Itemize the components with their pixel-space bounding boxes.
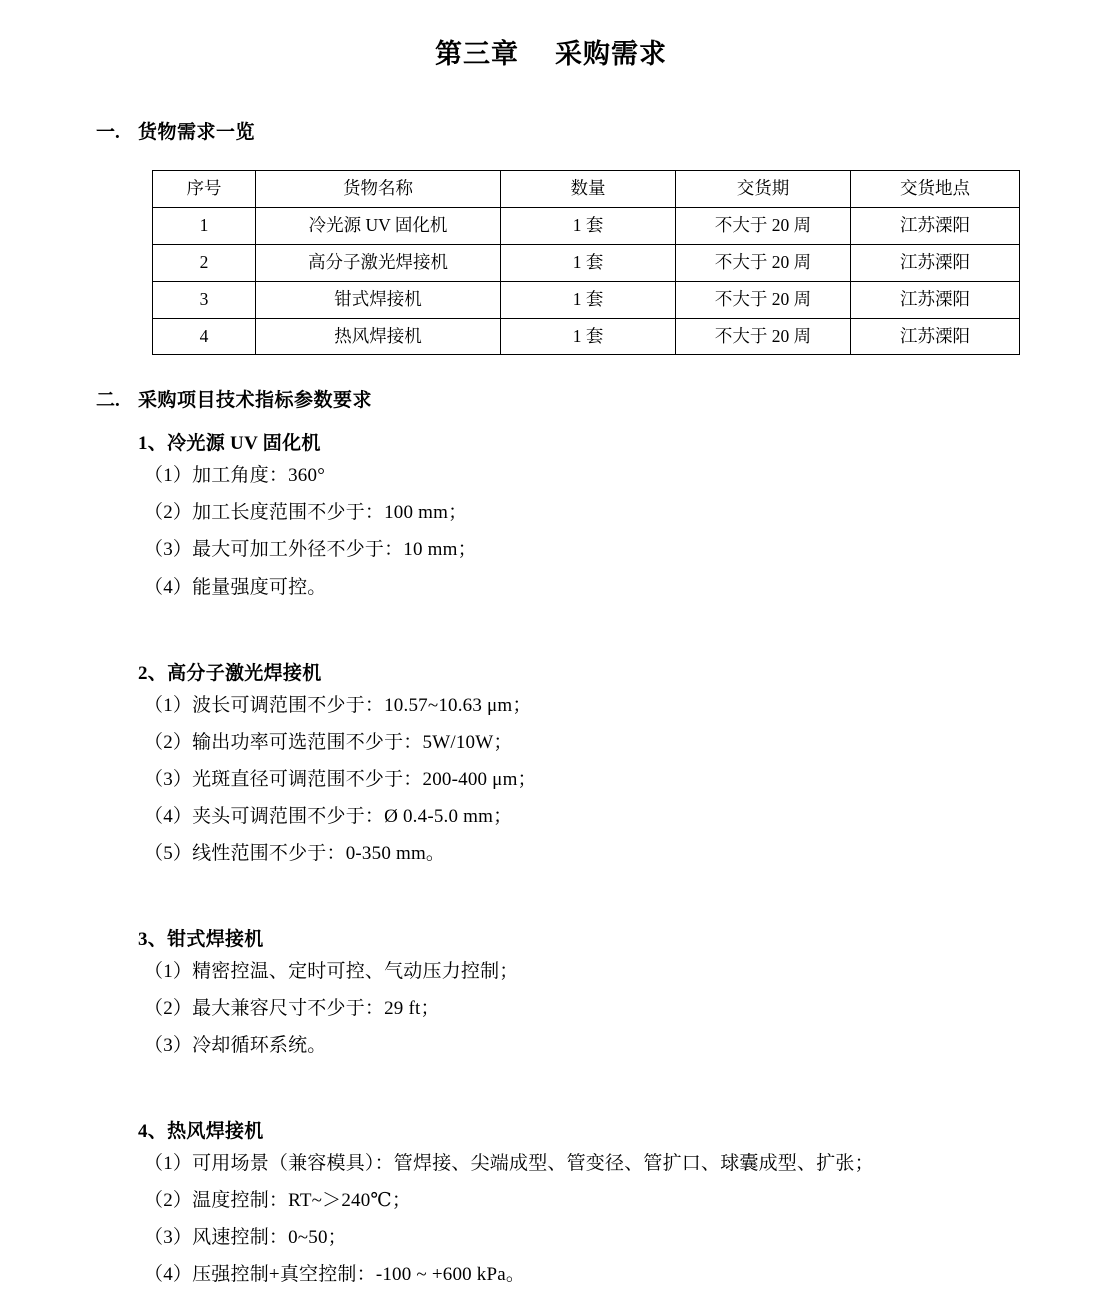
cell-name: 热风焊接机: [256, 318, 501, 355]
spec-item: （4）压强控制+真空控制：-100 ~ +600 kPa。: [144, 1264, 526, 1286]
column-header-delivery-place: 交货地点: [851, 171, 1020, 208]
section-title-1: 货物需求一览: [138, 122, 256, 143]
cell-quantity: 1 套: [501, 244, 676, 281]
spec-item: （4）能量强度可控。: [144, 576, 327, 598]
cell-index: 4: [153, 318, 256, 355]
spec-item: （1）波长可调范围不少于：10.57~10.63 μm；: [144, 694, 532, 716]
cell-name: 钳式焊接机: [256, 281, 501, 318]
cell-delivery-place: 江苏溧阳: [851, 207, 1020, 244]
cell-delivery-time: 不大于 20 周: [676, 244, 851, 281]
cell-delivery-time: 不大于 20 周: [676, 281, 851, 318]
spec-item: （3）风速控制：0~50；: [144, 1227, 347, 1249]
cell-index: 2: [153, 244, 256, 281]
spec-group-heading-4: 4、热风焊接机: [138, 1120, 264, 1142]
spec-group-heading-2: 2、高分子激光焊接机: [138, 662, 322, 684]
section-title-2: 采购项目技术指标参数要求: [138, 390, 373, 412]
page-title: [0, 18, 1102, 71]
spec-item: （2）温度控制：RT~＞240℃；: [144, 1189, 412, 1211]
spec-group-heading-1: 1、冷光源 UV 固化机: [138, 433, 321, 455]
spec-item: （1）加工角度：360°: [144, 465, 325, 487]
spec-item: （2）输出功率可选范围不少于：5W/10W；: [144, 731, 513, 753]
page-title-name: 采购需求: [555, 39, 667, 69]
document-page: [0, 18, 1102, 1306]
cell-delivery-place: 江苏溧阳: [851, 318, 1020, 355]
cell-quantity: 1 套: [501, 207, 676, 244]
column-header-quantity: 数量: [501, 171, 676, 208]
spec-item: （3）最大可加工外径不少于：10 mm；: [144, 539, 477, 561]
spec-item: （1）精密控温、定时可控、气动压力控制；: [144, 960, 519, 982]
table-header-row: [153, 171, 1020, 208]
section-number-1: 一.: [96, 122, 120, 143]
page-title-chapter: 第三章: [435, 39, 519, 69]
spec-item: （2）最大兼容尺寸不少于：29 ft；: [144, 997, 440, 1019]
column-header-delivery-time: 交货期: [676, 171, 851, 208]
cell-delivery-place: 江苏溧阳: [851, 281, 1020, 318]
cell-delivery-place: 江苏溧阳: [851, 244, 1020, 281]
cell-index: 3: [153, 281, 256, 318]
cell-name: 高分子激光焊接机: [256, 244, 501, 281]
spec-item: （2）加工长度范围不少于：100 mm；: [144, 502, 468, 524]
cell-name: 冷光源 UV 固化机: [256, 207, 501, 244]
table-row: [153, 281, 1020, 318]
cell-index: 1: [153, 207, 256, 244]
cell-delivery-time: 不大于 20 周: [676, 318, 851, 355]
section-heading-2: [96, 385, 1102, 412]
section-number-2: 二.: [96, 390, 120, 412]
goods-requirements-table: [152, 170, 1020, 355]
cell-delivery-time: 不大于 20 周: [676, 207, 851, 244]
section-heading-1: [96, 117, 1102, 144]
spec-item: （3）光斑直径可调范围不少于：200-400 μm；: [144, 768, 537, 790]
spec-group-heading-3: 3、钳式焊接机: [138, 928, 264, 950]
spec-item: （4）夹头可调范围不少于：Ø 0.4-5.0 mm；: [144, 805, 513, 827]
spec-item: （3）冷却循环系统。: [144, 1034, 327, 1056]
table-row: [153, 207, 1020, 244]
column-header-index: 序号: [153, 171, 256, 208]
cell-quantity: 1 套: [501, 281, 676, 318]
table-row: [153, 244, 1020, 281]
cell-quantity: 1 套: [501, 318, 676, 355]
table-row: [153, 318, 1020, 355]
column-header-name: 货物名称: [256, 171, 501, 208]
spec-item: （1）可用场景（兼容模具）：管焊接、尖端成型、管变径、管扩口、球囊成型、扩张；: [144, 1152, 874, 1174]
spec-item: （5）线性范围不少于：0-350 mm。: [144, 842, 446, 864]
